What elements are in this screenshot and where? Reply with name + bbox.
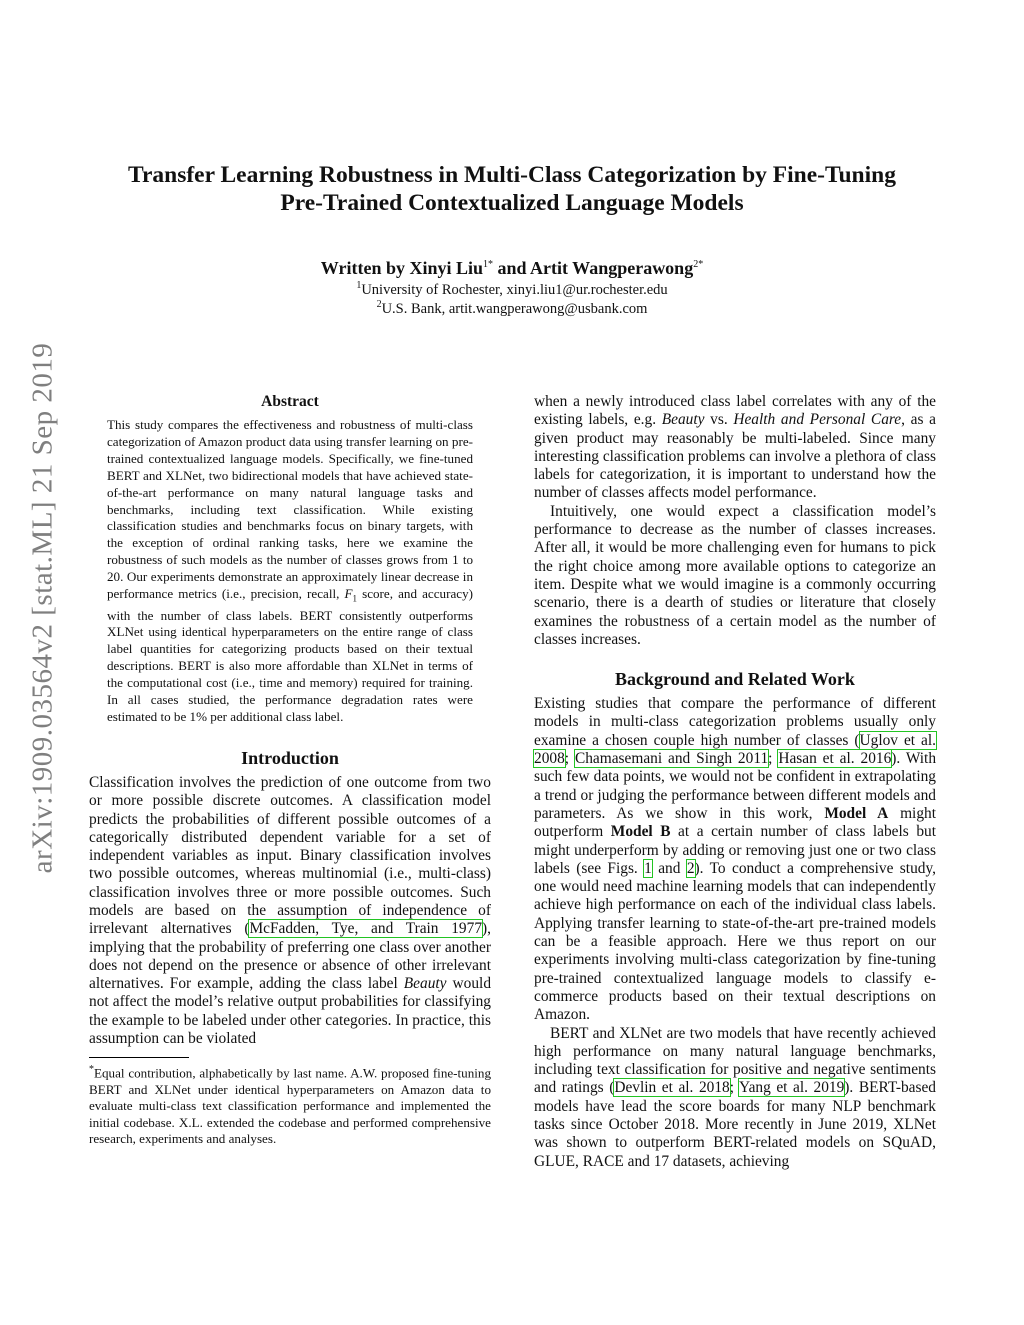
affiliation-2 xyxy=(100,299,924,318)
abstract-body xyxy=(107,417,473,726)
bg-text-c: might outperform xyxy=(534,804,936,841)
background-heading: Background and Related Work xyxy=(615,669,855,690)
footnote xyxy=(89,1062,491,1147)
citation-devlin-2018[interactable]: Devlin et al. 2018 xyxy=(614,1079,730,1097)
abstract-heading: Abstract xyxy=(261,393,319,410)
title-line-2: Pre-Trained Contextualized Language Models xyxy=(280,190,744,216)
arxiv-stamp: arXiv:1909.03564v2 [stat.ML] 21 Sep 2019 xyxy=(26,342,59,874)
left-column xyxy=(89,393,491,1147)
bg-text-e: and xyxy=(651,859,687,877)
right-intro-paragraph-1 xyxy=(534,393,936,503)
right-intro-text-c: , as a given product may reasonably be multi-labeled. Since many interesting classification problems can involve a plethora of class labels for categorization, it is important to understand how the number of classes affects model performance. xyxy=(534,411,936,502)
title-line-1: Transfer Learning Robustness in Multi-Class Categorization by Fine-Tuning xyxy=(128,162,896,188)
intro-text-a: Classification involves the prediction of one outcome from two or more possible discrete outcomes. A classification model predicts the probabilities of different possible outcomes of a categorically distributed dependent variable for a set of independent variables as input. Binary classification involves two possible outcomes, whereas multinomial (i.e., multi-class) classification involves three or more possible outcomes. Such models are based on the assumption of independence of irrelevant alternatives ( xyxy=(89,773,491,938)
model-b-bold: Model B xyxy=(610,823,671,841)
bg-text-b: ). With such few data points, we would not be confident in extrapolating a trend or judging the performance between different models and parameters. As we show in this work, xyxy=(534,750,937,822)
f1-symbol: F xyxy=(344,586,353,602)
author-line xyxy=(100,258,924,279)
citation-yang-2019[interactable]: Yang et al. 2019 xyxy=(739,1079,845,1097)
affiliation-1-text: University of Rochester, xinyi.liu1@ur.rochester.edu xyxy=(361,281,668,298)
figure-1-link[interactable]: 1 xyxy=(644,859,652,877)
right-intro-text-a: when a newly introduced class label correlates with any of the existing labels, e.g. xyxy=(534,393,936,429)
footnote-rule xyxy=(89,1057,189,1058)
introduction-paragraph xyxy=(89,774,491,1048)
model-a-bold: Model A xyxy=(824,804,889,822)
italic-beauty: Beauty xyxy=(661,411,705,429)
background-paragraph-1 xyxy=(534,695,936,1024)
introduction-heading: Introduction xyxy=(241,747,339,768)
bg2-sep: ; xyxy=(729,1079,739,1097)
footnote-text: Equal contribution, alphabetically by last name. A.W. proposed fine-tuning BERT and XLNet under identical hyperparameters on Amazon data to evaluate multi-class text classification performance and implemented the initial codebase. X.L. extended the codebase and performed comprehensive research, experiments and analyses. xyxy=(89,1065,491,1146)
citation-hasan-2016[interactable]: Hasan et al. 2016 xyxy=(778,750,892,768)
right-column xyxy=(534,393,936,1171)
intro-text-b: ), implying that the probability of preferring one class over another does not depend on the presence or absence of other irrelevant alternatives. For example, adding the class label xyxy=(89,920,491,993)
bg-text-a: Existing studies that compare the performance of different models in multi-class categorization problems usually only examine a chosen couple high number of classes ( xyxy=(534,695,936,749)
italic-health-care: Health and Personal Care xyxy=(733,411,902,429)
intro-text-c: would not affect the model’s relative output probabilities for classifying the example to be labeled under other categories. In practice, this assumption can be violated xyxy=(89,975,492,1048)
author-prefix: Written by Xinyi Liu xyxy=(320,258,483,278)
figure-2-link[interactable]: 2 xyxy=(686,859,695,877)
bg-text-f: ). To conduct a comprehensive study, one would need machine learning models that can independently achieve high performance on each of the individual class labels. Applying transfer learning to state-of-the-art pre-trained models can be a feasible approach. Here we thus report on our experiments involving multi-class categorization by fine-tuning pre-trained contextualized language models to classify e-commerce products based on their textual descriptions on Amazon. xyxy=(534,859,936,1024)
author-middle: and Artit Wangperawong xyxy=(493,258,694,278)
right-intro-text-b: vs. xyxy=(704,411,734,429)
affiliation-2-text: U.S. Bank, artit.wangperawong@usbank.com xyxy=(381,300,648,317)
paper-title xyxy=(100,161,924,217)
bg-text-d: at a certain number of class labels but might underperform by adding or removing just one or two class labels (see Figs. xyxy=(534,823,936,877)
intro-italic-beauty: Beauty xyxy=(403,975,447,993)
affiliation-2-mark: 2 xyxy=(376,299,382,310)
bg-sep-1: ; xyxy=(564,750,575,768)
citation-chamasemani-2011[interactable]: Chamasemani and Singh 2011 xyxy=(574,750,769,768)
abstract-text-a: This study compares the effectiveness and robustness of multi-class categorization of Amazon product data using transfer learning on pre-trained contextualized language models. Specifically, we fine-tuned BERT and XLNet, two bidirectional models that have achieved state-of-the-art performance on many natural language tasks and benchmarks, including text classification. While existing classification studies and benchmarks focus on binary targets, with the exception of ordinal ranking tasks, here we examine the robustness of such models as the number of classes grows from 1 to 20. Our experiments demonstrate an approximately linear decrease in performance metrics (i.e., precision, recall, xyxy=(107,417,473,602)
bg2-text-a: BERT and XLNet are two models that have recently achieved high performance on many natural language benchmarks, including text classification for positive and negative sentiments and ratings ( xyxy=(534,1024,936,1097)
affiliation-1 xyxy=(100,280,924,299)
affiliation-1-mark: 1 xyxy=(356,280,362,291)
author-1-mark: 1* xyxy=(483,259,493,270)
bg-sep-2: ; xyxy=(768,750,779,768)
bg2-text-b: ). BERT-based models have lead the score boards for many NLP benchmark tasks since October 2018. More recently in June 2019, XLNet was shown to outperform BERT-related models on SQuAD, GLUE, RACE and 17 datasets, achieving xyxy=(534,1079,936,1170)
citation-mcfadden-1977[interactable]: McFadden, Tye, and Train 1977 xyxy=(249,920,483,938)
abstract-text-b: score, and accuracy) with the number of class labels. BERT consistently outperforms XLNet using identical hyperparameters on the entire range of class label quantities for categorizing products based on their textual descriptions. BERT is also more affordable than XLNet in terms of the computational cost (i.e., time and memory) required for training. In all cases studied, the performance degradation rates were estimated to be 1% per additional class label. xyxy=(107,586,473,725)
f1-subscript: 1 xyxy=(352,593,357,604)
author-2-mark: 2* xyxy=(693,259,704,270)
citation-uglov-2008[interactable]: Uglov et al. 2008 xyxy=(534,731,936,768)
background-paragraph-2 xyxy=(534,1025,936,1171)
footnote-mark: * xyxy=(89,1064,94,1076)
right-intro-paragraph-2: Intuitively, one would expect a classification model’s performance to decrease as the number of classes increases. After all, it would be more challenging even for humans to pick the right choice among more available options to categorize an item. Despite what we would imagine is a commonly occurring scenario, there is a dearth of studies or literature that closely examines the robustness of a certain model as the number of classes increases. xyxy=(534,502,936,648)
